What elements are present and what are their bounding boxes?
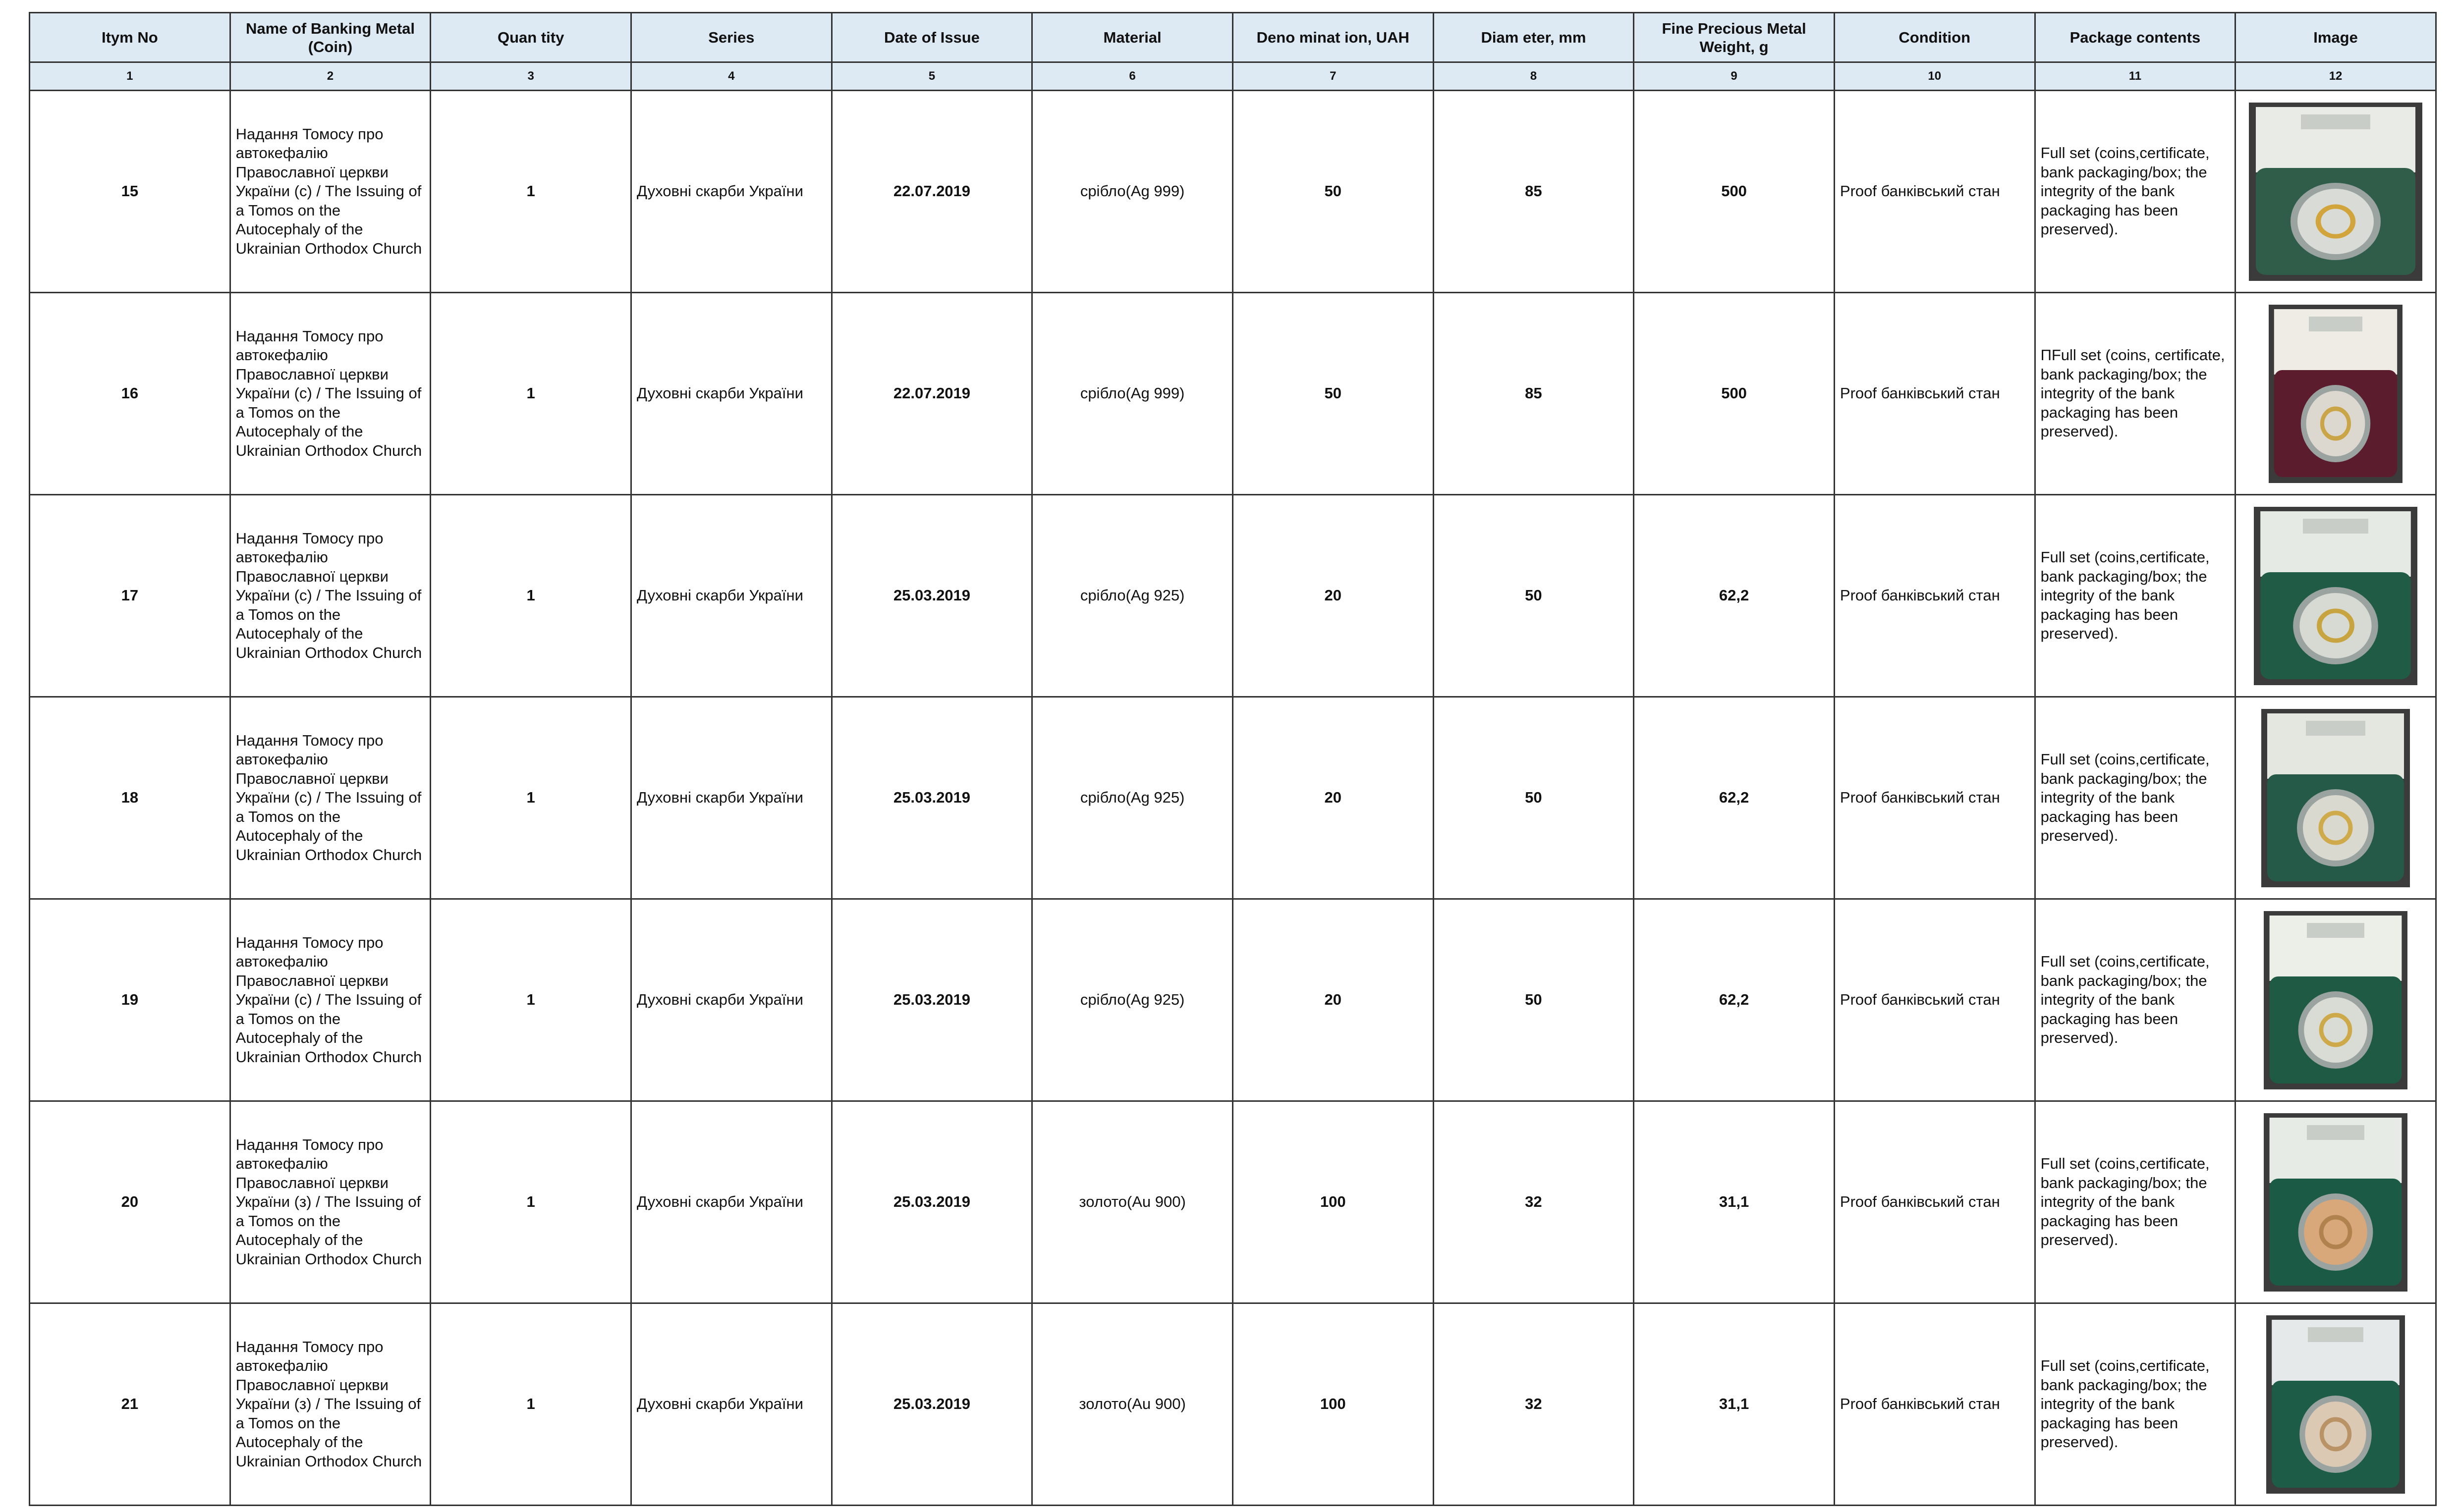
coin-box-photo-icon[interactable]: [2269, 305, 2402, 483]
coin-name-cell: Надання Томосу про автокефалію Православної церкви України (с) / The Issuing of a Tomos on the Autocephaly of the Ukrainian Orthodox Church: [230, 91, 431, 293]
condition-cell: Proof банківський стан: [1834, 1303, 2035, 1506]
column-number: 3: [431, 62, 631, 91]
coin-box-photo-icon[interactable]: [2249, 103, 2422, 281]
certificate-label: [2306, 721, 2365, 736]
date-of-issue-cell: 25.03.2019: [832, 1303, 1032, 1506]
condition-cell: Proof банківський стан: [1834, 1101, 2035, 1303]
column-number-row: [30, 62, 2436, 91]
item-number-cell: 18: [30, 697, 230, 899]
date-of-issue-cell: 22.07.2019: [832, 293, 1032, 495]
coin-box-photo-icon[interactable]: [2261, 709, 2410, 887]
package-contents-cell: Full set (coins,certificate, bank packaging/box; the integrity of the bank packaging has been preserved).: [2035, 899, 2235, 1101]
quantity-cell: 1: [431, 91, 631, 293]
coin-box-photo-icon[interactable]: [2264, 911, 2407, 1089]
material-cell: срібло(Ag 925): [1032, 899, 1233, 1101]
condition-cell: Proof банківський стан: [1834, 495, 2035, 697]
header-coin-name: Name of Banking Metal (Coin): [230, 13, 431, 62]
header-diameter: Diam eter, mm: [1433, 13, 1634, 62]
quantity-cell: 1: [431, 899, 631, 1101]
coin-name-cell: Надання Томосу про автокефалію Православної церкви України (з) / The Issuing of a Tomos on the Autocephaly of the Ukrainian Orthodox Church: [230, 1101, 431, 1303]
column-number: 7: [1232, 62, 1433, 91]
condition-cell: Proof банківський стан: [1834, 899, 2035, 1101]
series-cell: Духовні скарби України: [631, 899, 832, 1101]
item-number-cell: 21: [30, 1303, 230, 1506]
weight-cell: 62,2: [1634, 697, 1835, 899]
material-cell: золото(Au 900): [1032, 1101, 1233, 1303]
image-cell: [2235, 91, 2436, 293]
column-number: 9: [1634, 62, 1835, 91]
package-contents-cell: ПFull set (coins, certificate, bank packaging/box; the integrity of the bank packaging has been preserved).: [2035, 293, 2235, 495]
denomination-cell: 100: [1232, 1303, 1433, 1506]
image-cell: [2235, 495, 2436, 697]
date-of-issue-cell: 25.03.2019: [832, 899, 1032, 1101]
certificate-label: [2301, 114, 2370, 129]
date-of-issue-cell: 22.07.2019: [832, 91, 1032, 293]
denomination-cell: 20: [1232, 495, 1433, 697]
header-item-no: Itym No: [30, 13, 230, 62]
header-image: Image: [2235, 13, 2436, 62]
weight-cell: 31,1: [1634, 1101, 1835, 1303]
coin-name-cell: Надання Томосу про автокефалію Православної церкви України (с) / The Issuing of a Tomos on the Autocephaly of the Ukrainian Orthodox Church: [230, 697, 431, 899]
header-weight: Fine Precious Metal Weight, g: [1634, 13, 1835, 62]
denomination-cell: 20: [1232, 697, 1433, 899]
material-cell: срібло(Ag 925): [1032, 697, 1233, 899]
item-number-cell: 20: [30, 1101, 230, 1303]
series-cell: Духовні скарби України: [631, 697, 832, 899]
certificate-label: [2303, 519, 2368, 534]
package-contents-cell: Full set (coins,certificate, bank packaging/box; the integrity of the bank packaging has been preserved).: [2035, 91, 2235, 293]
certificate-label: [2309, 317, 2362, 331]
denomination-cell: 50: [1232, 91, 1433, 293]
coin-name-cell: Надання Томосу про автокефалію Православної церкви України (с) / The Issuing of a Tomos on the Autocephaly of the Ukrainian Orthodox Church: [230, 495, 431, 697]
table-row: [30, 899, 2436, 1101]
date-of-issue-cell: 25.03.2019: [832, 697, 1032, 899]
quantity-cell: 1: [431, 495, 631, 697]
column-number: 11: [2035, 62, 2235, 91]
condition-cell: Proof банківський стан: [1834, 293, 2035, 495]
coin-box-photo-icon[interactable]: [2264, 1113, 2407, 1292]
series-cell: Духовні скарби України: [631, 495, 832, 697]
diameter-cell: 32: [1433, 1303, 1634, 1506]
package-contents-cell: Full set (coins,certificate, bank packaging/box; the integrity of the bank packaging has been preserved).: [2035, 1303, 2235, 1506]
diameter-cell: 50: [1433, 697, 1634, 899]
package-contents-cell: Full set (coins,certificate, bank packaging/box; the integrity of the bank packaging has been preserved).: [2035, 697, 2235, 899]
weight-cell: 62,2: [1634, 495, 1835, 697]
series-cell: Духовні скарби України: [631, 1303, 832, 1506]
date-of-issue-cell: 25.03.2019: [832, 1101, 1032, 1303]
denomination-cell: 20: [1232, 899, 1433, 1101]
coin-box-photo-icon[interactable]: [2254, 507, 2417, 685]
header-series: Series: [631, 13, 832, 62]
table-row: [30, 1303, 2436, 1506]
image-cell: [2235, 697, 2436, 899]
certificate-label: [2308, 1327, 2363, 1342]
weight-cell: 62,2: [1634, 899, 1835, 1101]
condition-cell: Proof банківський стан: [1834, 697, 2035, 899]
package-contents-cell: Full set (coins,certificate, bank packaging/box; the integrity of the bank packaging has been preserved).: [2035, 495, 2235, 697]
coin: [2304, 997, 2367, 1063]
certificate-label: [2307, 923, 2364, 938]
column-number: 10: [1834, 62, 2035, 91]
certificate-label: [2307, 1125, 2364, 1140]
weight-cell: 500: [1634, 293, 1835, 495]
column-number: 6: [1032, 62, 1233, 91]
column-number: 8: [1433, 62, 1634, 91]
column-number: 1: [30, 62, 230, 91]
material-cell: срібло(Ag 999): [1032, 293, 1233, 495]
item-number-cell: 16: [30, 293, 230, 495]
condition-cell: Proof банківський стан: [1834, 91, 2035, 293]
diameter-cell: 85: [1433, 91, 1634, 293]
header-denomination: Deno minat ion, UAH: [1232, 13, 1433, 62]
series-cell: Духовні скарби України: [631, 1101, 832, 1303]
coin: [2297, 189, 2374, 254]
coin: [2304, 1199, 2367, 1265]
item-number-cell: 19: [30, 899, 230, 1101]
header-row: [30, 13, 2436, 62]
header-condition: Condition: [1834, 13, 2035, 62]
column-number: 12: [2235, 62, 2436, 91]
diameter-cell: 50: [1433, 495, 1634, 697]
diameter-cell: 32: [1433, 1101, 1634, 1303]
quantity-cell: 1: [431, 697, 631, 899]
coin-name-cell: Надання Томосу про автокефалію Православної церкви України (с) / The Issuing of a Tomos on the Autocephaly of the Ukrainian Orthodox Church: [230, 293, 431, 495]
header-package-contents: Package contents: [2035, 13, 2235, 62]
table-row: [30, 91, 2436, 293]
column-number: 2: [230, 62, 431, 91]
quantity-cell: 1: [431, 293, 631, 495]
item-number-cell: 17: [30, 495, 230, 697]
image-cell: [2235, 293, 2436, 495]
date-of-issue-cell: 25.03.2019: [832, 495, 1032, 697]
coin: [2299, 593, 2371, 658]
material-cell: срібло(Ag 999): [1032, 91, 1233, 293]
image-cell: [2235, 899, 2436, 1101]
image-cell: [2235, 1303, 2436, 1506]
table-row: [30, 697, 2436, 899]
table-row: [30, 1101, 2436, 1303]
coin-name-cell: Надання Томосу про автокефалію Православної церкви України (з) / The Issuing of a Tomos on the Autocephaly of the Ukrainian Orthodox Church: [230, 1303, 431, 1506]
denomination-cell: 100: [1232, 1101, 1433, 1303]
table-row: [30, 293, 2436, 495]
header-quantity: Quan tity: [431, 13, 631, 62]
quantity-cell: 1: [431, 1101, 631, 1303]
column-number: 4: [631, 62, 832, 91]
diameter-cell: 85: [1433, 293, 1634, 495]
material-cell: золото(Au 900): [1032, 1303, 1233, 1506]
coin: [2305, 1402, 2366, 1467]
coin-inventory-table: [29, 12, 2437, 1506]
column-number: 5: [832, 62, 1032, 91]
header-date-of-issue: Date of Issue: [832, 13, 1032, 62]
quantity-cell: 1: [431, 1303, 631, 1506]
coin-box-photo-icon[interactable]: [2266, 1315, 2405, 1494]
coin: [2306, 391, 2365, 456]
diameter-cell: 50: [1433, 899, 1634, 1101]
coin-table-sheet: [29, 12, 2435, 1506]
image-cell: [2235, 1101, 2436, 1303]
header-material: Material: [1032, 13, 1233, 62]
weight-cell: 500: [1634, 91, 1835, 293]
table-row: [30, 495, 2436, 697]
weight-cell: 31,1: [1634, 1303, 1835, 1506]
package-contents-cell: Full set (coins,certificate, bank packaging/box; the integrity of the bank packaging has been preserved).: [2035, 1101, 2235, 1303]
denomination-cell: 50: [1232, 293, 1433, 495]
item-number-cell: 15: [30, 91, 230, 293]
coin: [2303, 795, 2368, 861]
series-cell: Духовні скарби України: [631, 293, 832, 495]
coin-name-cell: Надання Томосу про автокефалію Православної церкви України (с) / The Issuing of a Tomos on the Autocephaly of the Ukrainian Orthodox Church: [230, 899, 431, 1101]
material-cell: срібло(Ag 925): [1032, 495, 1233, 697]
series-cell: Духовні скарби України: [631, 91, 832, 293]
